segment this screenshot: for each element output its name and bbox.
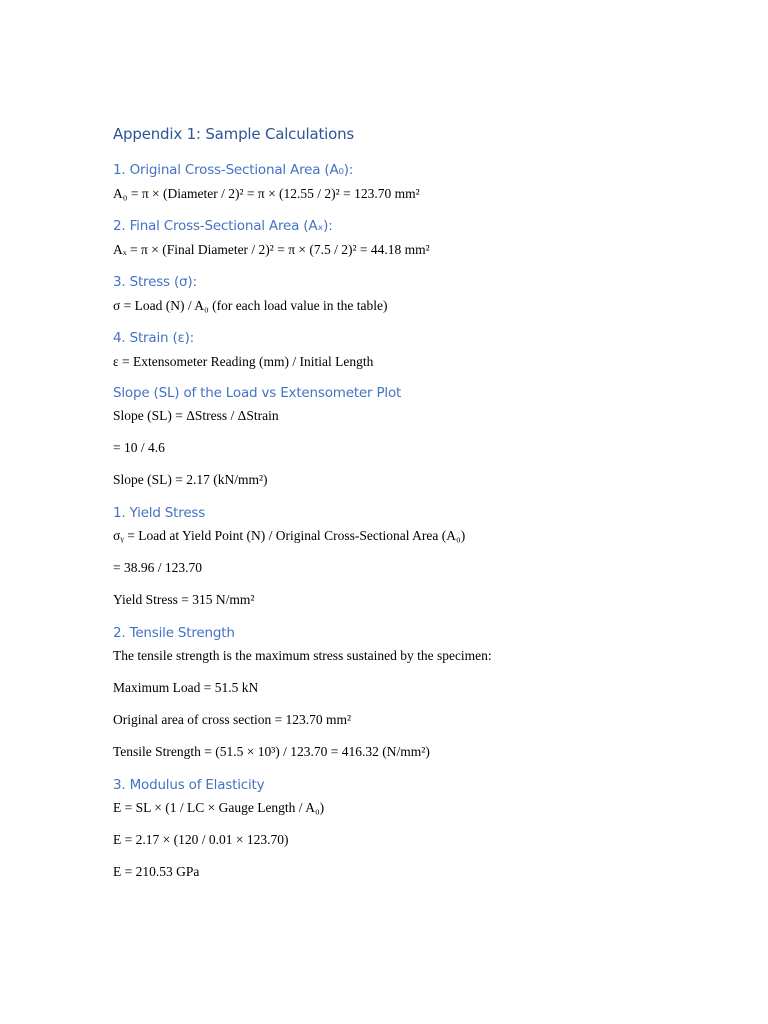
section-heading: 3. Stress (σ): <box>113 274 197 290</box>
formula-line: Aₓ = π × (Final Diameter / 2)² = π × (7.5 / 2)² = 44.18 mm² <box>113 242 430 257</box>
section-heading: 2. Tensile Strength <box>113 625 235 641</box>
formula-line: Yield Stress = 315 N/mm² <box>113 592 255 607</box>
formula-line: = 10 / 4.6 <box>113 440 165 455</box>
formula-line: E = SL × (1 / LC × Gauge Length / A₀) <box>113 800 325 815</box>
formula-line: ε = Extensometer Reading (mm) / Initial Length <box>113 354 374 369</box>
page-title: Appendix 1: Sample Calculations <box>113 125 355 143</box>
formula-line: Slope (SL) = ΔStress / ΔStrain <box>113 408 279 423</box>
body-text: The tensile strength is the maximum stress sustained by the specimen: <box>113 648 492 663</box>
section-heading: 3. Modulus of Elasticity <box>113 777 265 793</box>
formula-line: E = 2.17 × (120 / 0.01 × 123.70) <box>113 832 289 847</box>
formula-line: Maximum Load = 51.5 kN <box>113 680 259 695</box>
formula-line: Tensile Strength = (51.5 × 10³) / 123.70 = 416.32 (N/mm²) <box>113 744 430 759</box>
formula-line: E = 210.53 GPa <box>113 864 200 879</box>
formula-line: A₀ = π × (Diameter / 2)² = π × (12.55 / 2)² = 123.70 mm² <box>113 186 420 201</box>
formula-line: Original area of cross section = 123.70 mm² <box>113 712 352 727</box>
section-heading: 1. Yield Stress <box>113 505 206 521</box>
section-heading: 4. Strain (ε): <box>113 330 195 346</box>
section-heading: 2. Final Cross-Sectional Area (Aₓ): <box>113 218 333 234</box>
formula-line: = 38.96 / 123.70 <box>113 560 202 575</box>
formula-line: σ = Load (N) / A₀ (for each load value in the table) <box>113 298 388 313</box>
section-heading: 1. Original Cross-Sectional Area (A₀): <box>113 162 354 178</box>
section-heading: Slope (SL) of the Load vs Extensometer Plot <box>113 385 402 401</box>
formula-line: σᵧ = Load at Yield Point (N) / Original Cross-Sectional Area (A₀) <box>113 528 466 543</box>
formula-line: Slope (SL) = 2.17 (kN/mm²) <box>113 472 268 487</box>
